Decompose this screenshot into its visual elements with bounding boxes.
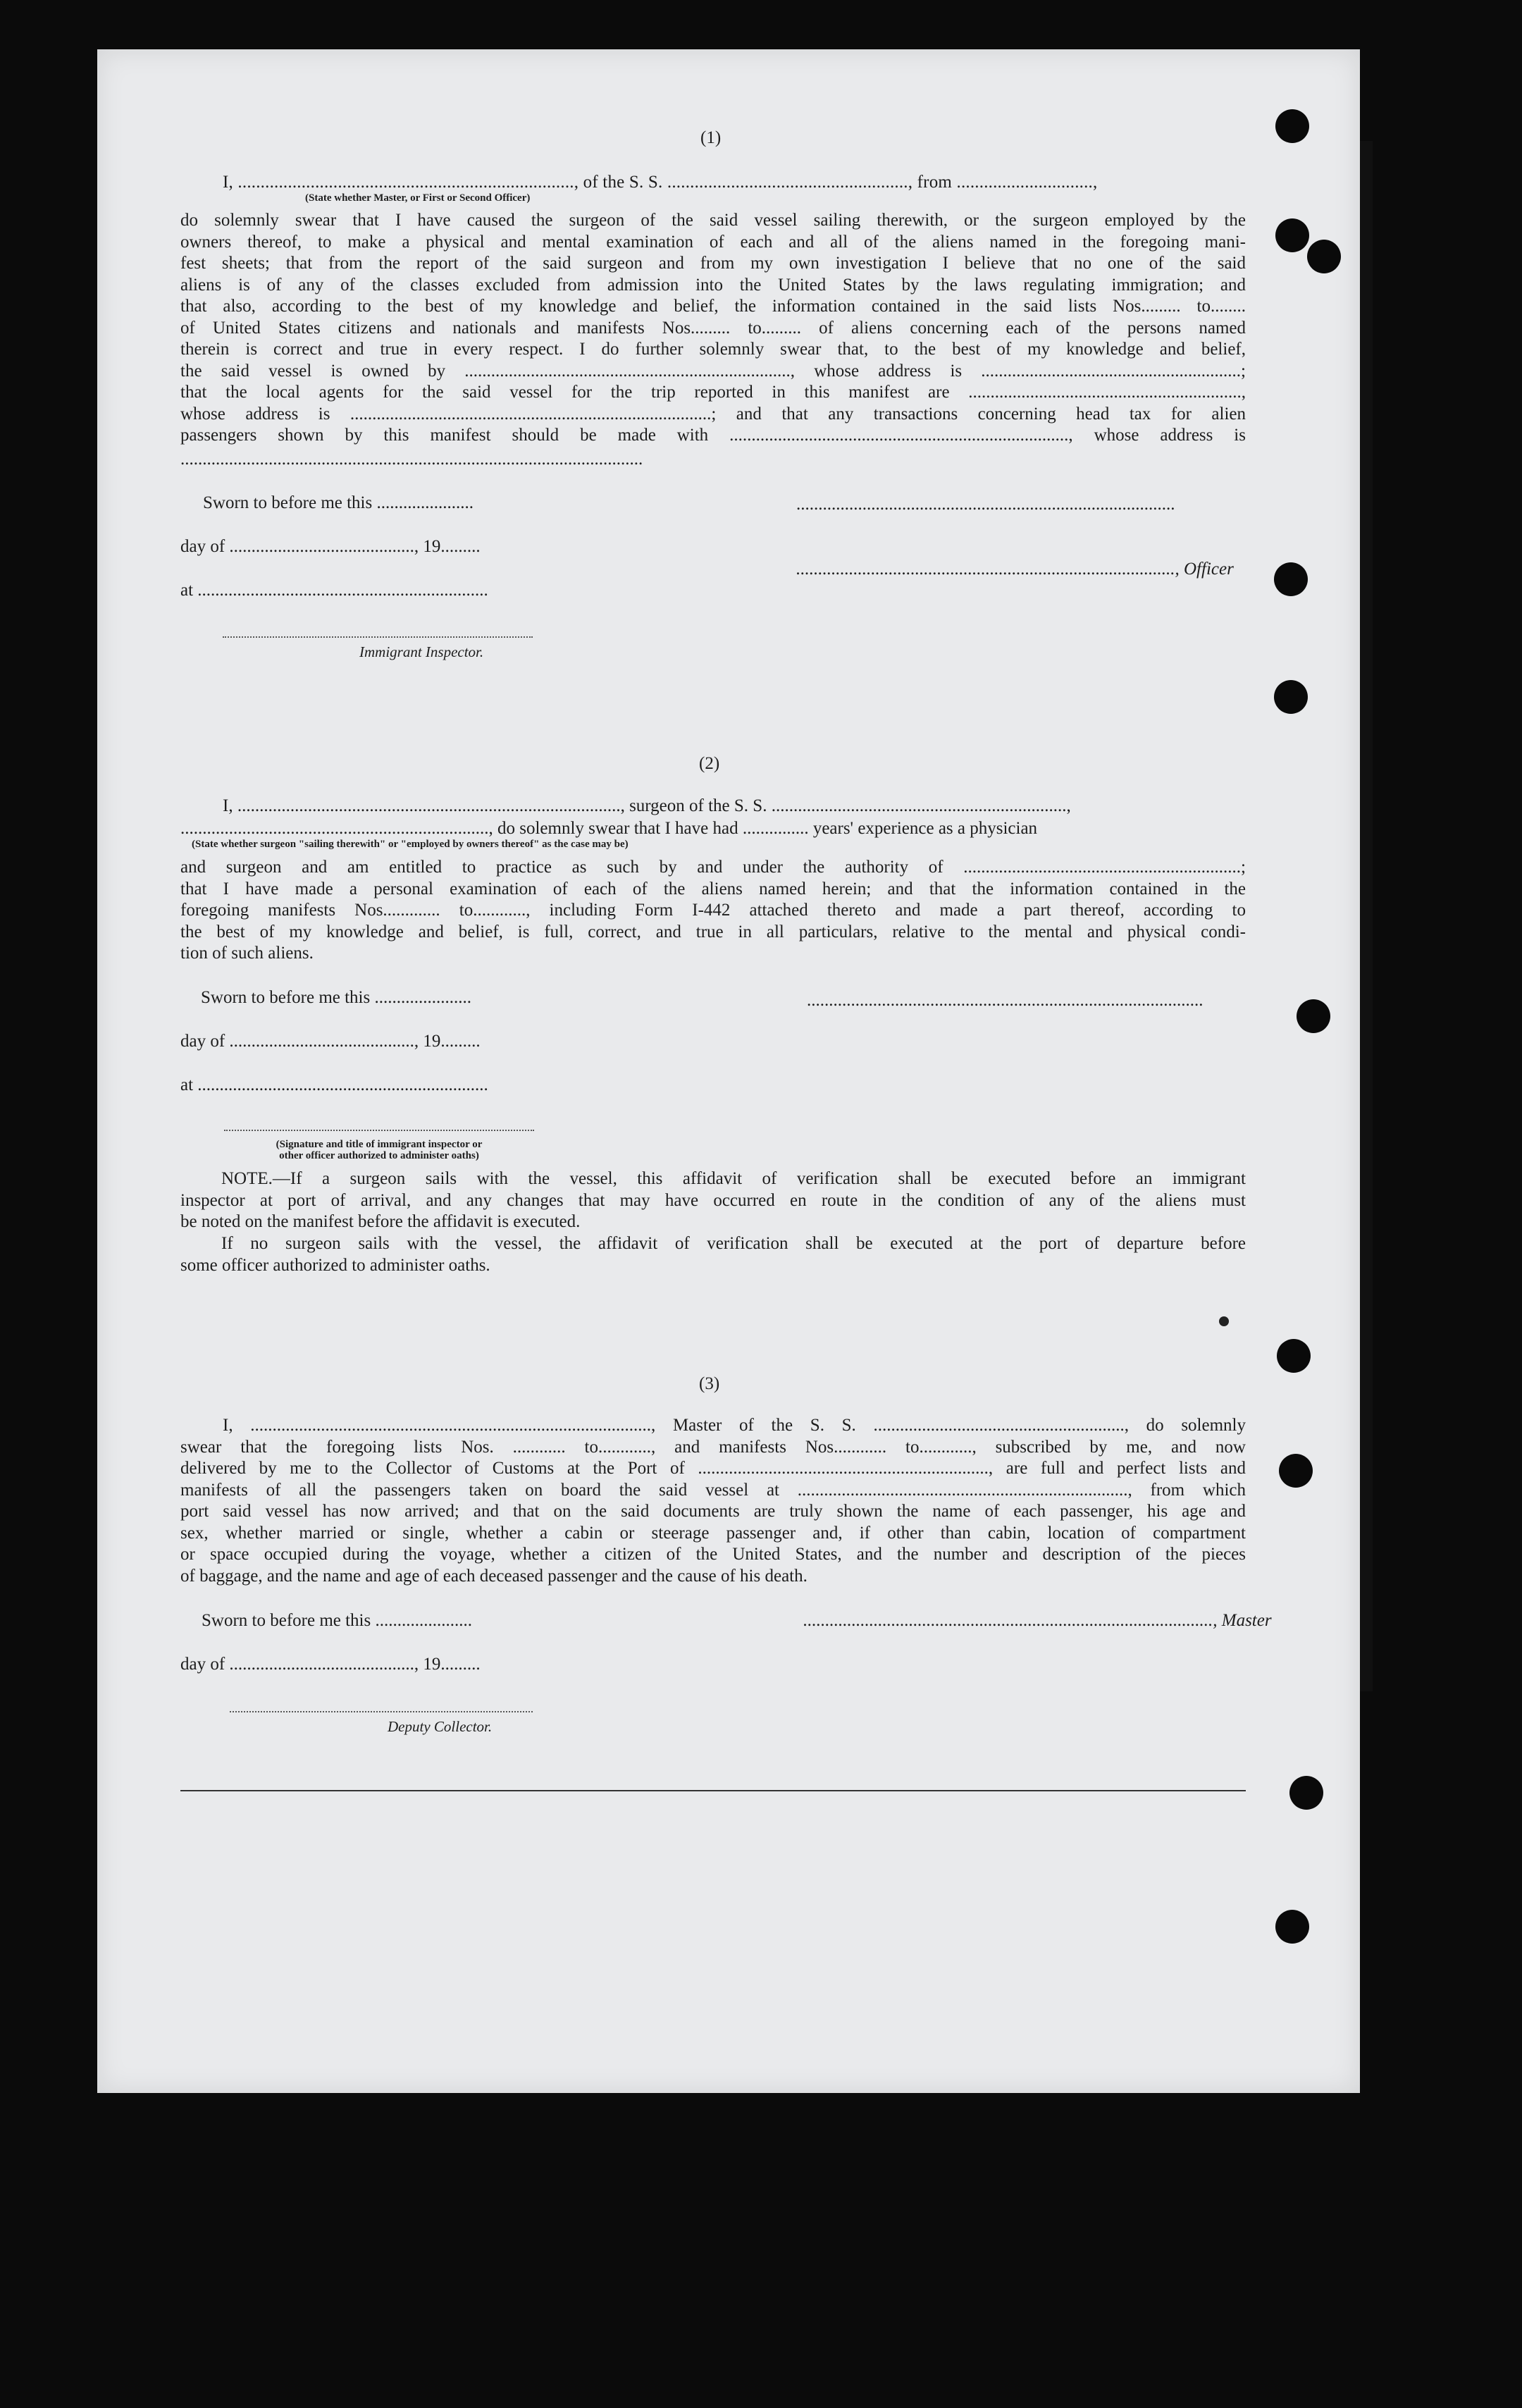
oath-body-line: that also, according to the best of my knowledge and belief, the information contained in the said lists Nos......... to........ (180, 297, 1246, 316)
note-line: If no surgeon sails with the vessel, the affidavit of verification shall be executed at the port of departure before (221, 1234, 1246, 1253)
sworn-line: Sworn to before me this ...................... (201, 988, 471, 1007)
surgeon-body-line: foregoing manifests Nos............. to............, including Form I-442 attached thereto and made a part thereof, according to (180, 901, 1246, 920)
section-number: (1) (700, 128, 722, 147)
binding-hole (1289, 1776, 1323, 1810)
master-signature: ............................................................................................., Master (803, 1611, 1272, 1630)
oath-intro-line: I, .........................................................................., of the S. S. ....................................................., from .............................., (223, 173, 1098, 192)
surgeon-body-line: and surgeon and am entitled to practice as such by and under the authority of ...............................................................; (180, 858, 1246, 877)
officer-signature: ......................................................................................, Officer (796, 560, 1234, 579)
binding-hole (1275, 1910, 1309, 1944)
note-line: NOTE.—If a surgeon sails with the vessel, this affidavit of verification shall be executed before an immigrant (221, 1169, 1246, 1188)
note-paragraph-2 (180, 1233, 1246, 1276)
binding-hole (1275, 109, 1309, 143)
sworn-line: Sworn to before me this ...................... (203, 493, 474, 512)
oath-body-line: whose address is ..................................................................................; and that any transactions concerning head tax for alien (180, 404, 1246, 424)
note-line: be noted on the manifest before the affidavit is executed. (180, 1212, 581, 1231)
section-number: (2) (699, 754, 720, 773)
master-body-line: I, ..........................................................................................., Master of the S. S. ........................................................., do solemnly (223, 1416, 1246, 1435)
binding-hole (1274, 680, 1308, 714)
master-body-line: manifests of all the passengers taken on board the said vessel at ..........................................................................., from which (180, 1480, 1246, 1500)
binding-hole (1274, 562, 1308, 596)
at-line: at .................................................................. (180, 1075, 488, 1094)
master-body-line: of baggage, and the name and age of each deceased passenger and the cause of his death. (180, 1566, 808, 1586)
oath-body-line: therein is correct and true in every respect. I do further solemnly swear that, to the best of my knowledge and belief, (180, 340, 1246, 359)
inspector-signature-line (223, 636, 533, 638)
section-number: (3) (699, 1374, 720, 1393)
day-line: day of .........................................., 19......... (180, 1032, 481, 1051)
surgeon-note: (State whether surgeon "sailing therewith" or "employed by owners thereof" as the case may be) (192, 839, 629, 850)
day-line: day of .........................................., 19......... (180, 1655, 481, 1674)
surgeon-oath-body (180, 857, 1246, 965)
ink-speck (1219, 1316, 1229, 1326)
day-line: day of .........................................., 19......... (180, 537, 481, 556)
note-paragraph (180, 1168, 1246, 1233)
oath-body-line: fest sheets; that from the report of the said surgeon and from my own investigation I believe that no one of the said (180, 254, 1246, 273)
oath-body-line: passengers shown by this manifest should be made with ............................................................................., whose address is (180, 426, 1246, 445)
deputy-signature-line (230, 1711, 533, 1712)
binding-hole (1277, 1339, 1311, 1373)
master-body-line: sex, whether married or single, whether a cabin or steerage passenger and, if other than cabin, location of compartment (180, 1523, 1246, 1543)
inspector-title: Immigrant Inspector. (359, 643, 484, 660)
bottom-rule (180, 1790, 1246, 1791)
signature-dotted-line: .......................................................................................... (807, 991, 1204, 1010)
binding-hole (1307, 240, 1341, 273)
inspector-signature-line (224, 1130, 534, 1131)
master-oath-body (180, 1415, 1246, 1587)
oath-body-line: that the local agents for the said vessel for the trip reported in this manifest are .............................................................., (180, 383, 1246, 402)
sworn-line: Sworn to before me this ...................... (202, 1611, 472, 1630)
binding-hole (1275, 218, 1309, 252)
oath-body-line: of United States citizens and nationals and manifests Nos......... to......... of aliens concerning each of the persons named (180, 318, 1246, 338)
oath-note: (State whether Master, or First or Second Officer) (305, 192, 531, 204)
at-line: at .................................................................. (180, 581, 488, 600)
master-body-line: delivered by me to the Collector of Customs at the Port of .................................................................., are full and perfect lists and (180, 1459, 1246, 1478)
oath-body-line: aliens is of any of the classes excluded from admission into the United States by the laws regulating immigration; and (180, 275, 1246, 295)
oath-body-line: owners thereof, to make a physical and mental examination of each and all of the aliens named in the foregoing mani- (180, 232, 1246, 252)
deputy-title: Deputy Collector. (388, 1718, 493, 1735)
note-line: some officer authorized to administer oaths. (180, 1255, 490, 1275)
surgeon-oath-line: ......................................................................, do solemnly swear that I have had ............... years' experience as a physician (180, 819, 1038, 838)
master-body-line: or space occupied during the voyage, whether a citizen of the United States, and the number and description of the pieces (180, 1545, 1246, 1564)
trailing-dotted-line: ......................................................................................................... (180, 450, 643, 469)
surgeon-oath-line: I, ......................................................................................., surgeon of the S. S. ..................................................................., (223, 796, 1071, 815)
oath-body-line: the said vessel is owned by .........................................................................., whose address is ...........................................................; (180, 361, 1246, 381)
surgeon-body-line: tion of such aliens. (180, 944, 314, 963)
officer-signature-line-top: ...................................................................................... (796, 495, 1175, 514)
signature-note: (Signature and title of immigrant inspector or (276, 1139, 483, 1150)
master-body-line: swear that the foregoing lists Nos. ............ to............, and manifests Nos............ to............, subscribed by me, and now (180, 1437, 1246, 1457)
note-line: inspector at port of arrival, and any changes that may have occurred en route in the condition of any of the aliens must (180, 1190, 1246, 1210)
oath-body-line: do solemnly swear that I have caused the surgeon of the said vessel sailing therewith, or the surgeon employed by the (180, 211, 1246, 230)
binding-hole (1279, 1454, 1313, 1488)
binding-hole (1297, 999, 1330, 1033)
surgeon-body-line: the best of my knowledge and belief, is full, correct, and true in all particulars, relative to the mental and physical condi- (180, 922, 1246, 941)
signature-note: other officer authorized to administer oaths) (279, 1150, 479, 1161)
master-body-line: port said vessel has now arrived; and that on the said documents are truly shown the name of each passenger, his age and (180, 1502, 1246, 1521)
surgeon-body-line: that I have made a personal examination of each of the aliens named herein; and that the information contained in the (180, 879, 1246, 899)
oath-body (180, 210, 1246, 447)
